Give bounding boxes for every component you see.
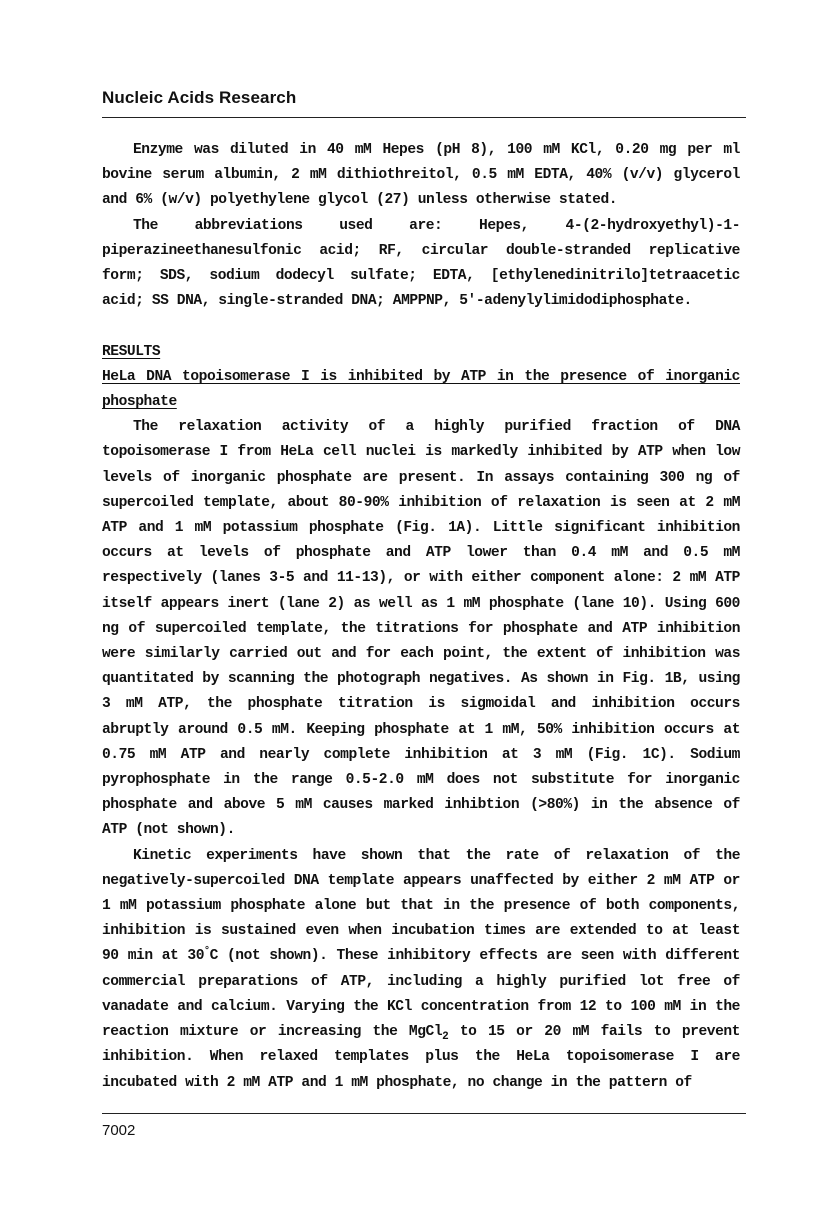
mgcl2-subscript: 2 xyxy=(442,1031,449,1044)
paragraph-2-text-end: to 15 or 20 mM fails to prevent inhibition. When relaxed templates plus the HeLa topoisomerase I are incubated with 2 mM ATP and 1 mM phosphate, no change in the pattern of xyxy=(102,1024,740,1091)
abbreviations-paragraph: The abbreviations used are: Hepes, 4-(2-hydroxyethyl)-1-piperazineethanesulfonic acid; RF, circular double-stranded replicative form; SDS, sodium dodecyl sulfate; EDTA, [ethylenedinitrilo]tetraacetic acid; SS DNA, single-stranded DNA; AMPPNP, 5'-adenylylimidodiphosphate. xyxy=(102,217,740,310)
body-text xyxy=(102,138,740,1096)
page-number: 7002 xyxy=(102,1122,136,1139)
running-head: Nucleic Acids Research xyxy=(102,88,297,107)
results-subheading: HeLa DNA topoisomerase I is inhibited by ATP in the presence of inorganic phosphate xyxy=(102,368,740,411)
section-gap xyxy=(102,314,740,339)
results-heading: RESULTS xyxy=(102,343,161,360)
header-rule xyxy=(102,117,746,118)
enzyme-dilution-paragraph: Enzyme was diluted in 40 mM Hepes (pH 8), 100 mM KCl, 0.20 mg per ml bovine serum albumin, 2 mM dithiothreitol, 0.5 mM EDTA, 40% (v/v) glycerol and 6% (w/v) polyethylene glycol (27) unless otherwise stated. xyxy=(102,142,740,209)
degree-symbol: ° xyxy=(204,946,210,958)
paragraph-2-text-start: Kinetic experiments have shown that the rate of relaxation of the negatively-supercoiled DNA template appears unaffected by either 2 mM ATP or 1 mM potassium phosphate alone but that in the presence of both components, inhibition is sustained even when incubation times are extended to at least 90 min at 30 xyxy=(102,847,740,965)
results-paragraph-1: The relaxation activity of a highly purified fraction of DNA topoisomerase I from HeLa cell nuclei is markedly inhibited by ATP when low levels of inorganic phosphate are present. In assays containing 300 ng of supercoiled template, about 80-90% inhibition of relaxation is seen at 2 mM ATP and 1 mM potassium phosphate (Fig. 1A). Little significant inhibition occurs at levels of phosphate and ATP lower than 0.4 mM and 0.5 mM respectively (lanes 3-5 and 11-13), or with either component alone: 2 mM ATP itself appears inert (lane 2) as well as 1 mM phosphate (lane 10). Using 600 ng of supercoiled template, the titrations for phosphate and ATP inhibition were similarly carried out and for each point, the extent of inhibition was quantitated by scanning the photograph negatives. As shown in Fig. 1B, using 3 mM ATP, the phosphate titration is sigmoidal and inhibition occurs abruptly around 0.5 mM. Keeping phosphate at 1 mM, 50% inhibition occurs at 0.75 mM ATP and nearly complete inhibition at 3 mM (Fig. 1C). Sodium pyrophosphate in the range 0.5-2.0 mM does not substitute for inorganic phosphate and above 5 mM causes marked inhibtion (>80%) in the absence of ATP (not shown). xyxy=(102,419,740,839)
paragraph-2-text-middle: C (not shown). These inhibitory effects are seen with different commercial preparations of ATP, including a highly purified lot free of vanadate and calcium. Varying the KCl concentration from 12 to 100 mM in the reaction mixture or increasing the MgCl xyxy=(102,948,740,1041)
results-paragraph-2 xyxy=(102,844,740,1096)
footer-rule xyxy=(102,1113,746,1114)
